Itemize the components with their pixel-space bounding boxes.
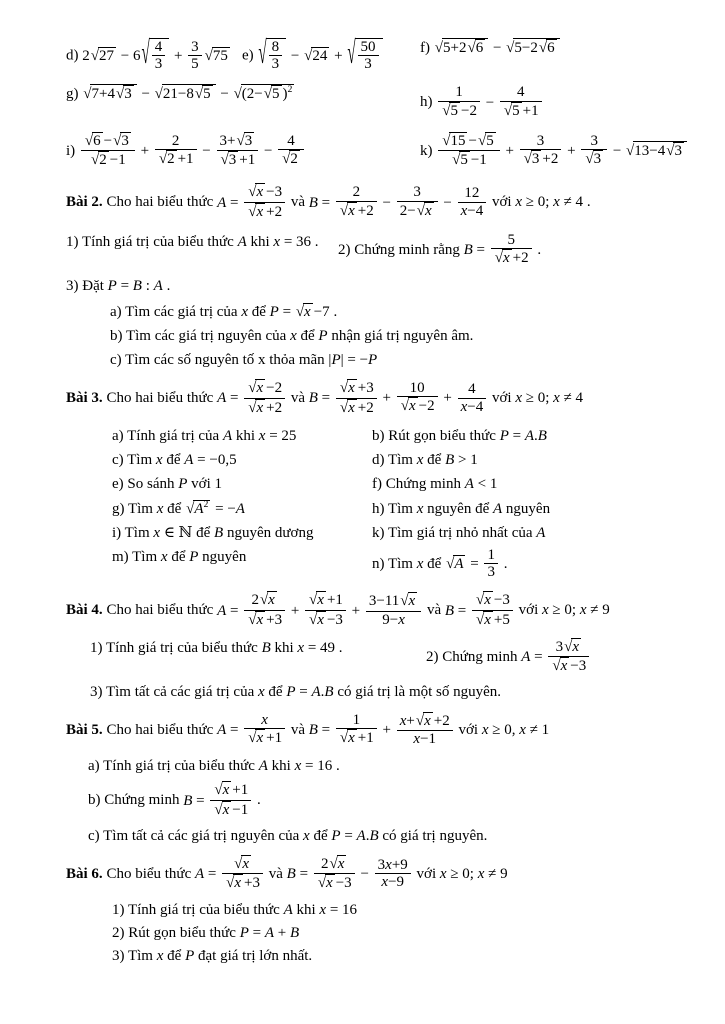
math-expression: P [318, 327, 328, 344]
sqrt-radical: √ (2− √ 5 )$^2$ [233, 84, 293, 103]
fraction: √ x +3 √ x +2 [336, 379, 377, 417]
math-expression: A [237, 233, 247, 250]
math-expression: A = √ x √ x +3 [195, 866, 265, 882]
sqrt-radical: √ 5 [503, 102, 520, 119]
fraction: √ x √ x +3 [222, 855, 263, 893]
sqrt-radical: √ 13−4 √ 3 [626, 141, 687, 160]
fraction: 3 √ 3 +2 [520, 133, 562, 168]
document-line [66, 523, 689, 543]
sqrt-radical: √ $\frac{4}{3}$ [141, 38, 169, 74]
sqrt-radical: √ 2 [282, 151, 298, 168]
math-expression: x [416, 556, 424, 573]
document-line [66, 302, 689, 322]
sqrt-radical: √ 7+4 √ 3 [83, 84, 136, 103]
sqrt-radical: √ 24 [304, 47, 328, 64]
sqrt-radical: √ x [295, 303, 311, 320]
fraction: √ x −3 √ x +2 [244, 183, 285, 221]
math-expression: B = 1 √ x +1 + x+ √ x +2 x−1 [309, 722, 455, 738]
fraction: $\frac{4}{x-4}$ [458, 381, 487, 414]
fraction: $\frac{8}{3}$ [269, 39, 283, 72]
fraction: √ x −3 √ x +5 [472, 591, 513, 629]
sqrt-radical: √ A [446, 556, 464, 573]
math-expression: x [290, 327, 297, 344]
text-segment: b) Rút gọn biểu thức P = A.B [372, 427, 547, 444]
sqrt-radical: √ $\frac{50}{3}$ [347, 38, 382, 74]
text-segment: 3) Đặt P = B : A . [66, 278, 171, 295]
sqrt-radical: √ x [400, 398, 416, 415]
fraction: 2 √ x √ x −3 [314, 855, 355, 893]
exercise-label: Bài 5. [66, 721, 103, 738]
math-expression: B = 5 √ x +2 [464, 242, 534, 258]
math-expression: A = 2 √ x √ x +3 + √ x +1 √ x −3 + 3−11 √ x 9−x [217, 603, 423, 619]
sqrt-radical: √ 5+2 √ 6 [435, 38, 488, 57]
fraction: 3 2− √ x [397, 184, 438, 219]
math-expression: x = 36 [273, 233, 312, 250]
fraction: 3+ √ 3 √ 3 +1 [217, 132, 259, 170]
math-expression: √ 6 − √ 3 √ 2 −1 + 2 √ 2 +1 − 3+ √ 3 √ 3 +1 − 4 √ 2 [79, 143, 306, 159]
math-expression: B = √ x +3 √ x +2 + 10 √ x −2 + $\frac{4}{x-4}$ [309, 390, 488, 406]
sqrt-radical: √ x [309, 611, 324, 628]
sqrt-radical: √ x [234, 856, 250, 873]
math-expression: P = A.B [286, 684, 334, 701]
document-line [66, 276, 689, 296]
math-expression: x ≥ 0 [515, 390, 546, 407]
sqrt-radical: √ x [226, 875, 242, 892]
text-segment: g) √ 7+4 √ 3 − √ 21−8 √ 5 − √ (2− √ 5 )$^2$ [66, 84, 420, 104]
document-line [66, 474, 689, 494]
sqrt-radical: √ x [248, 611, 264, 628]
document-line [66, 591, 689, 631]
document-line [66, 638, 689, 678]
math-expression: P = A + B [239, 924, 300, 941]
math-expression: √ $A^2$ = −A [186, 498, 245, 517]
math-expression: x ≠ 4 [553, 194, 584, 211]
fraction: 3 √ x √ x −3 [548, 638, 589, 676]
document-line [66, 712, 689, 749]
math-expression: P = √ x −7 [269, 303, 330, 320]
math-expression: A < 1 [464, 476, 498, 493]
fraction: x+ √ x +2 x−1 [397, 712, 453, 747]
math-expression: x ≥ 0 [515, 194, 546, 211]
sqrt-radical: √ 3 [115, 86, 132, 103]
fraction: 2 √ x +2 [336, 184, 377, 219]
math-expression: √ 15 − √ 5 √ 5 −1 + 3 √ 3 +2 + 3 √ 3 − √ 13−4 √ 3 [436, 143, 688, 159]
sqrt-radical: √ 5 [477, 132, 494, 149]
math-expression: P [189, 549, 199, 565]
fraction: √ x +1 √ x −1 [210, 781, 251, 819]
text-segment: Bài 4. Cho hai biểu thức A = 2 √ x √ x +3 + √ x +1 √ x −3 + 3−11 √ x 9−x và B = √ x −3 √ x +5 với x ≥ 0; x ≠ 9 [66, 592, 610, 628]
math-expression: x = 25 [258, 427, 297, 444]
sqrt-radical: √ x [339, 399, 355, 416]
exercise-label: Bài 2. [66, 194, 103, 211]
fraction: 2 √ 2 +1 [155, 133, 197, 168]
math-expression: x = 49 [297, 639, 336, 656]
text-segment: Bài 3. Cho hai biểu thức A = √ x −2 √ x +2 và B = √ x +3 √ x +2 + 10 √ x −2 + $\frac{4}{x-4}$ với x ≥ 0; x ≠ 4 [66, 380, 584, 416]
math-expression: √ A = $\frac{1}{3}$ [445, 556, 500, 572]
document-line [66, 547, 689, 582]
sqrt-radical: √ 3 [585, 151, 602, 168]
fraction: $\frac{12}{x-4}$ [458, 185, 487, 218]
sqrt-radical: √ 3 [113, 132, 129, 149]
math-expression: x [303, 827, 310, 844]
sqrt-radical: √ x [476, 592, 491, 609]
text-segment: n) Tìm x để √ A = $\frac{1}{3}$ . [372, 547, 508, 581]
math-expression: A [283, 901, 293, 918]
sqrt-radical: √ x [339, 729, 355, 746]
text-segment: 3) Tìm tất cả các giá trị của x để P = A.B có giá trị là một số nguyên. [90, 684, 502, 701]
document-line [66, 132, 689, 172]
math-expression: x [156, 948, 164, 965]
sqrt-radical: √ x [259, 592, 275, 609]
sqrt-radical: √ x [248, 399, 264, 416]
sqrt-radical: √ x [309, 592, 324, 609]
superscript: 2 [287, 84, 293, 96]
exercise-label: Bài 6. [66, 866, 103, 883]
text-segment: 2) Rút gọn biểu thức P = A + B [112, 924, 300, 941]
math-expression: A [536, 524, 546, 541]
math-expression: P = A.B [499, 427, 547, 444]
math-expression: B = 2 √ x +2 − 3 2− √ x − $\frac{12}{x-4}$ [309, 195, 488, 211]
text-segment: a) Tính giá trị của A khi x = 25 [112, 427, 297, 444]
text-segment: 2) Chứng minh A = 3 √ x √ x −3 [426, 638, 689, 678]
document-line [66, 682, 689, 702]
text-segment: k) Tìm giá trị nhỏ nhất của A [372, 524, 546, 541]
math-expression: x ≥ 0, x ≠ 1 [481, 721, 550, 738]
sqrt-radical: √ 5−2 √ 6 [506, 38, 559, 57]
math-expression: x ≥ 0; x ≠ 9 [542, 602, 610, 619]
fraction: √ 15 − √ 5 √ 5 −1 [438, 132, 499, 170]
text-segment: d) Tìm x để B > 1 [372, 452, 478, 468]
sqrt-radical: √ x [415, 712, 431, 729]
document-line [66, 826, 689, 846]
exercise-label: Bài 4. [66, 602, 103, 619]
document-line [66, 756, 689, 776]
sqrt-radical: √ $A^2$ [186, 498, 209, 517]
sqrt-radical: √ x [552, 658, 568, 675]
fraction: 4 √ 2 [278, 133, 304, 168]
text-segment: k) √ 15 − √ 5 √ 5 −1 + 3 √ 3 +2 + 3 √ 3 − √ 13−4 √ 3 [420, 132, 689, 172]
sqrt-radical: √ 15 [442, 132, 466, 149]
document-line [66, 379, 689, 419]
sqrt-radical: √ x [248, 729, 264, 746]
text-segment: Bài 2. Cho hai biểu thức A = √ x −3 √ x +2 và B = 2 √ x +2 − 3 2− √ x − $\frac{12}{x-4}$ với x ≥ 0; x ≠ 4 . [66, 184, 591, 220]
math-expression: x ∈ [153, 524, 179, 541]
text-segment: 2) Chứng minh rằng B = 5 √ x +2 . [338, 231, 542, 266]
text-segment: f) Chứng minh A < 1 [372, 476, 498, 493]
text-segment: c) Tìm x để A = −0,5 [112, 452, 237, 468]
fraction: 4 √ 5 +1 [500, 84, 542, 119]
sqrt-radical: √ x [248, 184, 264, 201]
fraction: x √ x +1 [244, 712, 285, 747]
math-expression: √ 7+4 √ 3 − √ 21−8 √ 5 − √ (2− √ 5 )$^2$ [83, 84, 293, 103]
sqrt-radical: √ 21−8 √ 5 [155, 84, 216, 103]
math-expression: P [185, 948, 195, 965]
math-expression: x [155, 452, 163, 468]
sqrt-radical: √ x [214, 801, 230, 818]
sqrt-radical: √ 3 [236, 132, 253, 149]
fraction: 1 √ x +1 [336, 712, 377, 747]
text-segment: 1) Tính giá trị của biểu thức A khi x = 36 . [66, 233, 319, 250]
math-expression: x [241, 303, 248, 320]
sqrt-radical: √ x [476, 611, 491, 628]
text-segment: c) Tìm các số nguyên tố x thỏa mãn |P| = −P [110, 352, 378, 368]
sqrt-radical: √ x [400, 593, 416, 610]
text-segment: m) Tìm x để P nguyên [112, 549, 247, 565]
sqrt-radical: √ x [329, 856, 345, 873]
sqrt-radical: √ 5 [194, 86, 211, 103]
text-segment: f) √ 5+2 √ 6 − √ 5−2 √ 6 [420, 38, 689, 58]
sqrt-radical: √ 2 [158, 151, 175, 168]
sqrt-radical: √ 6 [84, 132, 101, 149]
fraction: 2 √ x √ x +3 [244, 591, 285, 629]
text-segment: e) √ $\frac{8}{3}$ − √ 24 + √ $\frac{50}{3}$ [242, 38, 420, 74]
math-expression: B = √ x −3 √ x +5 [445, 603, 515, 619]
fraction: $\frac{1}{3}$ [484, 547, 498, 580]
sqrt-radical: √ 3 [220, 152, 237, 169]
document-line [66, 426, 689, 446]
math-expression: B = 2 √ x √ x −3 − $\frac{3x+9}{x-9}$ [287, 866, 413, 882]
text-segment: h) 1 √ 5 −2 − 4 √ 5 +1 [420, 84, 689, 121]
document-line [66, 232, 689, 269]
math-expression: x ≠ 4 [553, 390, 584, 407]
math-expression: x = 16 [319, 901, 358, 918]
text-segment: e) So sánh P với 1 [112, 476, 223, 493]
fraction: 3−11 √ x 9−x [366, 592, 421, 627]
math-expression: √ 5+2 √ 6 − √ 5−2 √ 6 [434, 40, 561, 56]
math-expression: B [214, 524, 224, 541]
math-expression: A = √ x −3 √ x +2 [217, 195, 287, 211]
math-expression: 2 √ 27 − 6 √ $\frac{4}{3}$ + $\frac{3}{5}$ √ 75 [82, 48, 231, 64]
text-segment: g) Tìm x để √ $A^2$ = −A [112, 498, 245, 517]
document-line [66, 923, 689, 943]
document-line [66, 326, 689, 346]
sqrt-radical: √ x [416, 202, 432, 219]
fraction: $\frac{3x+9}{x-9}$ [375, 857, 411, 890]
fraction: 10 √ x −2 [397, 380, 438, 415]
sqrt-radical: √ x [564, 638, 579, 655]
sqrt-radical: √ $\frac{8}{3}$ [258, 38, 286, 74]
document-line [66, 499, 689, 519]
math-expression: A = −0,5 [184, 452, 237, 468]
math-expression: x [156, 500, 164, 517]
text-segment: d) 2 √ 27 − 6 √ $\frac{4}{3}$ + $\frac{3}{5}$ √ 75 [66, 38, 242, 74]
text-segment: i) Tìm x ∈ ℕ để B nguyên dương [112, 524, 314, 541]
sqrt-radical: √ 5 [452, 152, 468, 169]
math-expression: x [416, 500, 424, 517]
document-content [66, 38, 689, 966]
sqrt-radical: √ 5 [263, 86, 280, 103]
text-segment: a) Tính giá trị của biểu thức A khi x = 16 . [88, 758, 340, 775]
math-expression: √ $\frac{8}{3}$ − √ 24 + √ $\frac{50}{3}$ [257, 48, 383, 64]
text-segment: Bài 6. Cho biểu thức A = √ x √ x +3 và B = 2 √ x √ x −3 − $\frac{3x+9}{x-9}$ với x ≥ 0; x ≠ 9 [66, 856, 508, 892]
math-expression: 1 √ 5 −2 − 4 √ 5 +1 [436, 95, 543, 111]
fraction: √ 6 − √ 3 √ 2 −1 [81, 132, 135, 170]
text-segment: c) Tìm tất cả các giá trị nguyên của x để P = A.B có giá trị nguyên. [88, 827, 488, 844]
sqrt-radical: √ 5 [442, 102, 458, 119]
math-expression: B > 1 [445, 452, 478, 468]
document-line [66, 38, 689, 74]
sqrt-radical: √ x [339, 380, 355, 397]
text-segment: 3) Tìm x để P đạt giá trị lớn nhất. [112, 948, 313, 965]
document-line [66, 900, 689, 920]
fraction: √ x −2 √ x +2 [244, 379, 285, 417]
fraction: √ x +1 √ x −3 [305, 591, 346, 629]
text-segment: 1) Tính giá trị của biểu thức B khi x = 49 . [90, 639, 343, 656]
math-expression: A [492, 500, 503, 517]
math-expression: x = 16 [294, 758, 333, 775]
superscript: 2 [203, 498, 209, 510]
sqrt-radical: √ 2 [91, 152, 107, 169]
sqrt-radical: √ x [214, 782, 230, 799]
sqrt-radical: √ 3 [523, 151, 540, 168]
text-segment: h) Tìm x nguyên để A nguyên [372, 500, 551, 517]
sqrt-radical: √ 6 [467, 40, 484, 56]
document-line [66, 183, 689, 223]
sqrt-radical: √ 75 [204, 47, 228, 64]
document-line [66, 350, 689, 370]
text-segment: 1) Tính giá trị của biểu thức A khi x = 16 [112, 901, 358, 918]
math-expression: A = √ x −2 √ x +2 [217, 390, 287, 406]
sqrt-radical: √ x [248, 203, 264, 220]
sqrt-radical: √ 6 [538, 40, 555, 56]
sqrt-radical: √ 27 [90, 47, 114, 64]
document-line [66, 781, 689, 821]
fraction: 3 √ 3 [581, 133, 607, 168]
text-segment: b) Chứng minh B = √ x +1 √ x −1 . [88, 782, 261, 818]
sqrt-radical: √ x [248, 380, 264, 397]
fraction: $\frac{4}{3}$ [152, 39, 166, 72]
math-expression: x ≥ 0; x ≠ 9 [439, 866, 508, 883]
math-expression: P [178, 476, 188, 493]
sqrt-radical: √ x [317, 875, 333, 892]
math-expression: A [222, 427, 233, 444]
fraction: $\frac{3}{5}$ [188, 39, 202, 72]
text-segment: i) √ 6 − √ 3 √ 2 −1 + 2 √ 2 +1 − 3+ √ 3 √ 3 +1 − 4 √ 2 [66, 132, 420, 172]
sqrt-radical: √ x [339, 202, 355, 219]
math-expression: x [416, 452, 424, 468]
text-segment: b) Tìm các giá trị nguyên của x để P nhận giá trị nguyên âm. [110, 327, 474, 344]
sqrt-radical: √ x [494, 250, 510, 266]
math-expression: B [261, 639, 271, 656]
math-expression: A [258, 758, 268, 775]
document-line [66, 450, 689, 470]
document-line [66, 855, 689, 895]
text-segment: a) Tìm các giá trị của x để P = √ x −7 . [110, 303, 338, 320]
math-expression: x [160, 549, 168, 565]
sqrt-radical: √ 3 [666, 143, 682, 159]
math-expression: A = x √ x +1 [217, 722, 287, 738]
math-expression: A = 3 √ x √ x −3 [521, 649, 591, 665]
text-segment: Bài 5. Cho hai biểu thức A = x √ x +1 và B = 1 √ x +1 + x+ √ x +2 x−1 với x ≥ 0, x ≠ 1 [66, 711, 550, 747]
math-expression: P = B : A [107, 278, 163, 295]
exercise-label: Bài 3. [66, 390, 103, 407]
fraction: $\frac{50}{3}$ [358, 39, 379, 72]
document-line [66, 84, 689, 121]
math-expression: B = √ x +1 √ x −1 [183, 793, 253, 809]
math-expression: P = A.B [331, 827, 379, 844]
document-line [66, 946, 689, 966]
fraction: 1 √ 5 −2 [438, 84, 480, 119]
math-expression: |P| = −P [328, 352, 378, 368]
math-expression: x [257, 684, 265, 701]
fraction: 5 √ x +2 [491, 232, 532, 267]
